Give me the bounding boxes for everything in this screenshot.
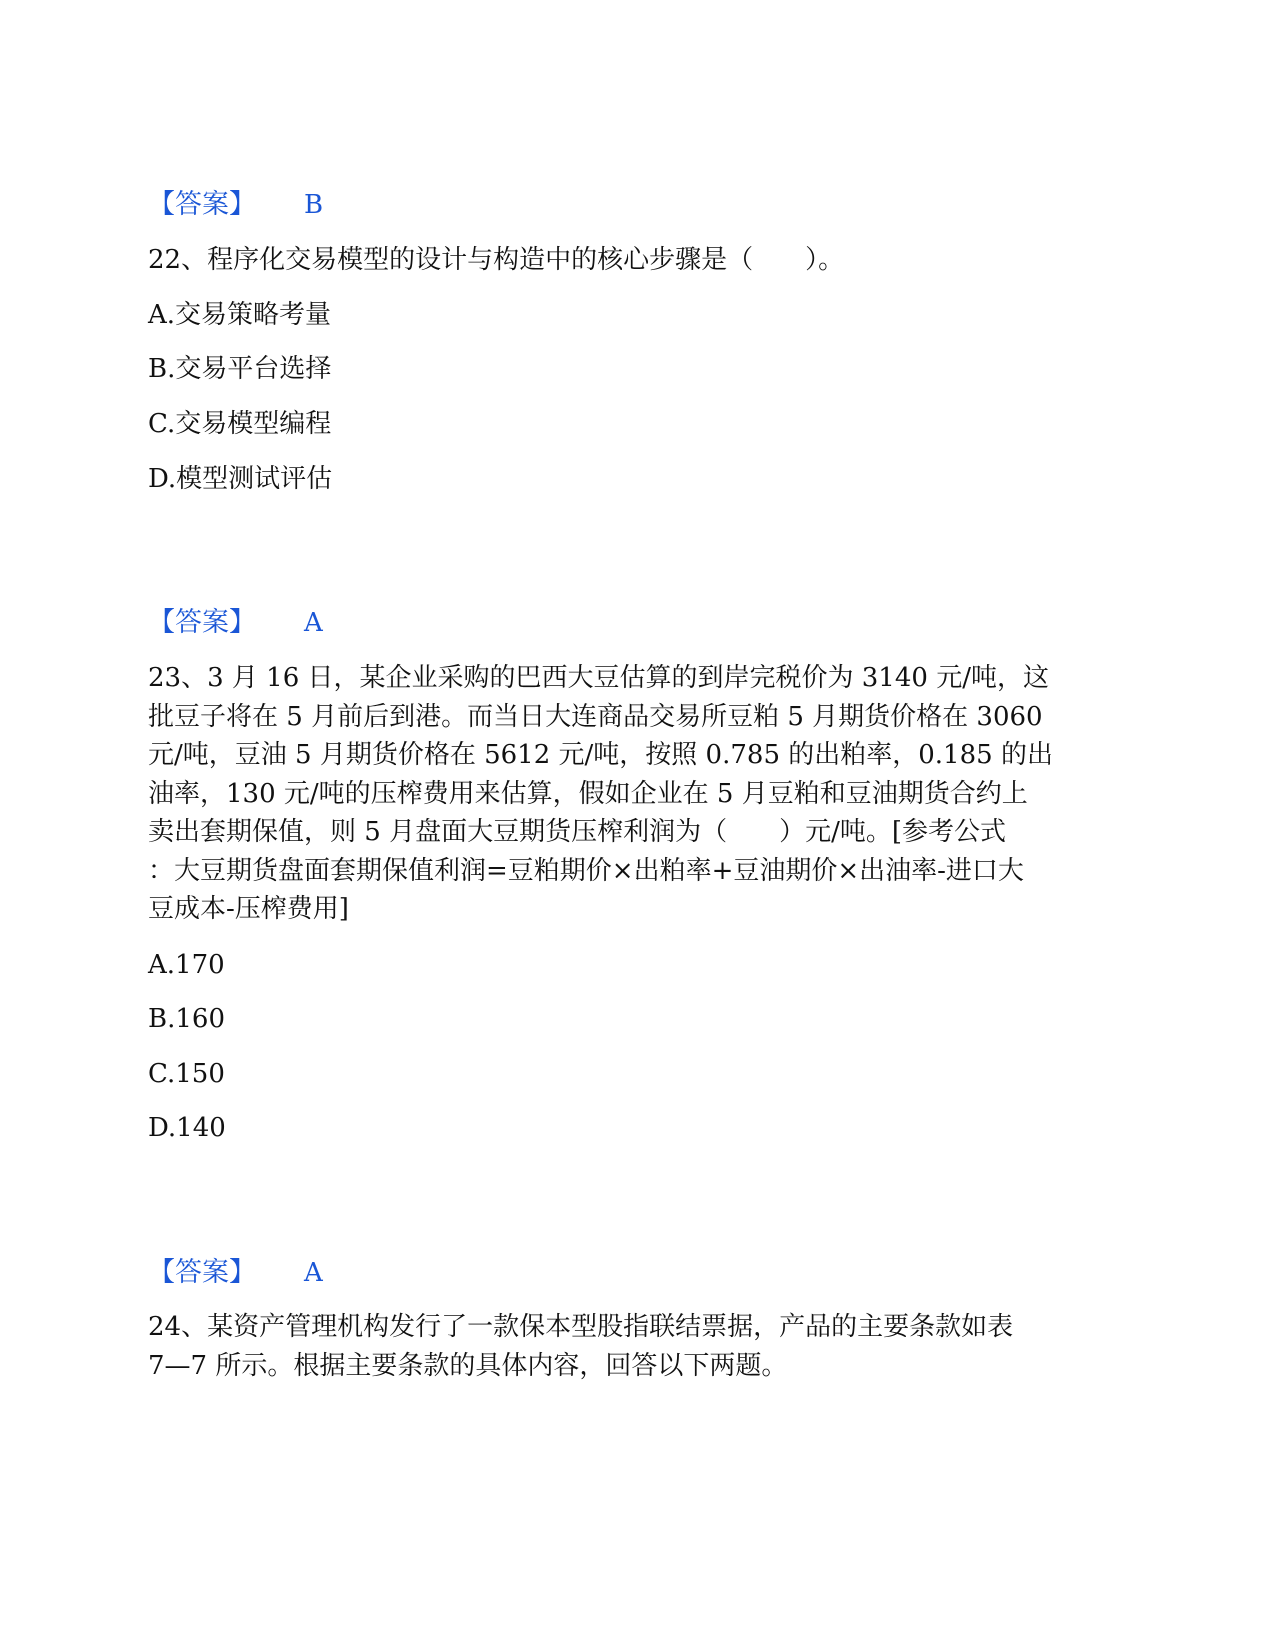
question-23-stem-line: ：大豆期货盘面套期保值利润=豆粕期价×出粕率+豆油期价×出油率-进口大 bbox=[148, 855, 1024, 886]
answer-label: 【答案】 bbox=[148, 1257, 256, 1288]
question-24-stem bbox=[148, 1308, 1128, 1385]
answer-value: A bbox=[304, 1258, 323, 1288]
question-24-stem-line: 7—7 所示。根据主要条款的具体内容，回答以下两题。 bbox=[148, 1350, 788, 1381]
question-22-option-a: A.交易策略考量 bbox=[148, 300, 332, 330]
answer-row-22 bbox=[148, 604, 323, 642]
question-22-option-c: C.交易模型编程 bbox=[148, 409, 332, 439]
answer-row-21 bbox=[148, 186, 324, 224]
answer-row-23 bbox=[148, 1254, 323, 1292]
answer-label: 【答案】 bbox=[148, 607, 256, 638]
answer-label: 【答案】 bbox=[148, 189, 256, 220]
question-23-option-c: C.150 bbox=[148, 1059, 225, 1089]
question-22-option-b: B.交易平台选择 bbox=[148, 354, 332, 384]
question-23-stem-line: 卖出套期保值，则 5 月盘面大豆期货压榨利润为（ ）元/吨。[参考公式 bbox=[148, 817, 1006, 847]
question-23-option-b: B.160 bbox=[148, 1004, 225, 1034]
question-23-stem-line: 豆成本-压榨费用] bbox=[148, 894, 349, 924]
question-23-stem-line: 油率，130 元/吨的压榨费用来估算，假如企业在 5 月豆粕和豆油期货合约上 bbox=[148, 778, 1028, 809]
question-23-stem-line: 元/吨，豆油 5 月期货价格在 5612 元/吨，按照 0.785 的出粕率，0.185 的出 bbox=[148, 740, 1053, 770]
question-23-stem-line: 批豆子将在 5 月前后到港。而当日大连商品交易所豆粕 5 月期货价格在 3060 bbox=[148, 701, 1043, 732]
question-22-stem: 22、程序化交易模型的设计与构造中的核心步骤是（ ）。 bbox=[148, 245, 845, 275]
question-24-stem-line: 24、某资产管理机构发行了一款保本型股指联结票据，产品的主要条款如表 bbox=[148, 1312, 1014, 1342]
question-23-stem-line: 23、3 月 16 日，某企业采购的巴西大豆估算的到岸完税价为 3140 元/吨，这 bbox=[148, 663, 1049, 693]
answer-value: B bbox=[304, 190, 324, 220]
question-23-option-a: A.170 bbox=[148, 950, 225, 980]
question-23-option-d: D.140 bbox=[148, 1113, 226, 1143]
question-22-option-d: D.模型测试评估 bbox=[148, 464, 333, 494]
question-23-stem bbox=[148, 659, 1128, 929]
answer-value: A bbox=[304, 608, 323, 638]
